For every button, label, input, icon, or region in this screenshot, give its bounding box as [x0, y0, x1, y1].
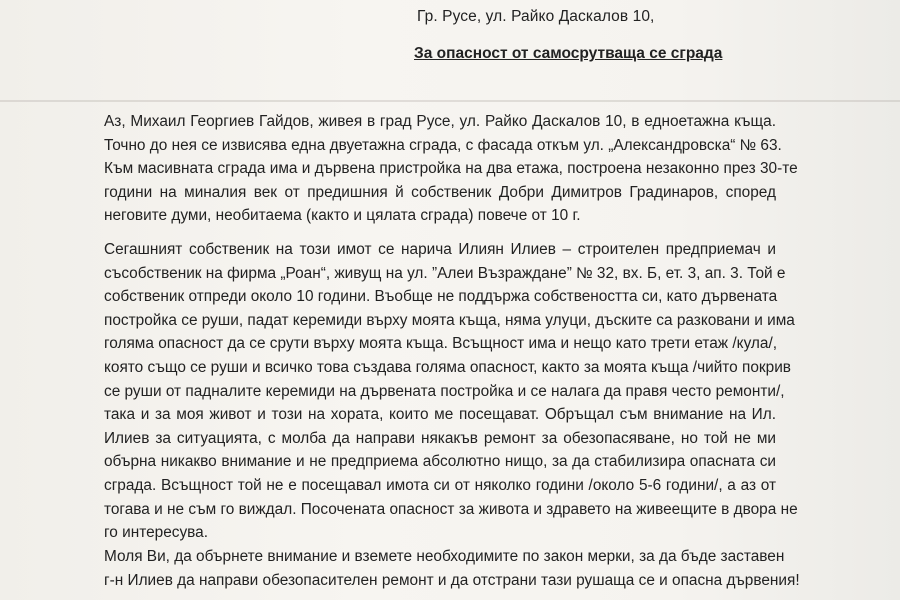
paper-fold-line: [0, 100, 900, 102]
text-line: Точно до нея се извисява една двуетажна сграда, с фасада откъм ул. „Александровска“ № 63.: [104, 136, 782, 154]
paragraph-request: [104, 545, 800, 592]
paragraph-complaint: [104, 238, 798, 545]
text-line: години на миналия век от предишния й собственик Добри Димитров Градинаров, според: [104, 183, 776, 201]
text-line: постройка се руши, падат керемиди върху моята къща, няма улуци, дъските са разковани и има: [104, 311, 795, 329]
text-line: Сегашният собственик на този имот се нарича Илиян Илиев – строителен предприемач и: [104, 241, 776, 258]
paragraph-introduction: [104, 110, 798, 228]
text-line: която също се руши и всичко това създава голяма опасност, както за моята къща /чийто покрив: [104, 358, 791, 376]
text-line: се руши от падналите керемиди на дървената постройка и се налага да правя често ремонти/,: [104, 382, 785, 400]
text-line: неговите думи, необитаема (както и цялата сграда) повече от 10 г.: [104, 207, 581, 225]
text-line: го интересува.: [104, 524, 208, 542]
sender-address: Гр. Русе, ул. Райко Даскалов 10,: [417, 8, 655, 25]
text-line: Аз, Михаил Георгиев Гайдов, живея в град Русе, ул. Райко Даскалов 10, в едноетажна къща.: [104, 113, 776, 130]
text-line: Към масивната сграда има и дървена пристройка на два етажа, построена незаконно през 30-те: [104, 160, 798, 178]
text-line: Илиев за ситуацията, с молба да направи някакъв ремонт за обезопасяване, но той не ми: [104, 429, 776, 447]
text-line: тогава и не съм го виждал. Посочената опасност за живота и здравето на живеещите в двора не: [104, 500, 798, 518]
text-line: сграда. Всъщност той не е посещавал имота си от няколко години /около 5-6 години/, а аз от: [104, 476, 776, 494]
text-line: съсобственик на фирма „Роан“, живущ на ул. ”Алеи Възраждане” № 32, вх. Б, ет. 3, ап. 3. Той е: [104, 264, 786, 282]
text-line: голяма опасност да се срути върху моята къща. Всъщност има и нещо като трети етаж /кула/,: [104, 335, 778, 353]
text-line: обърна никакво внимание и не предприема абсолютно нищо, за да стабилизира опасната си: [104, 453, 776, 471]
text-line: Моля Ви, да обърнете внимание и вземете необходимите по закон мерки, за да бъде заставен: [104, 548, 785, 565]
text-line: собственик отпреди около 10 години. Въобще не поддържа собствеността си, като дървената: [104, 288, 778, 306]
text-line: така и за моя живот и този на хората, които ме посещават. Обръщал съм внимание на Ил.: [104, 406, 776, 424]
text-line: г-н Илиев да направи обезопасителен ремонт и да отстрани тази рушаща се и опасна дървения!: [104, 571, 800, 589]
letter-subject: За опасност от самосрутваща се сграда: [414, 45, 723, 62]
